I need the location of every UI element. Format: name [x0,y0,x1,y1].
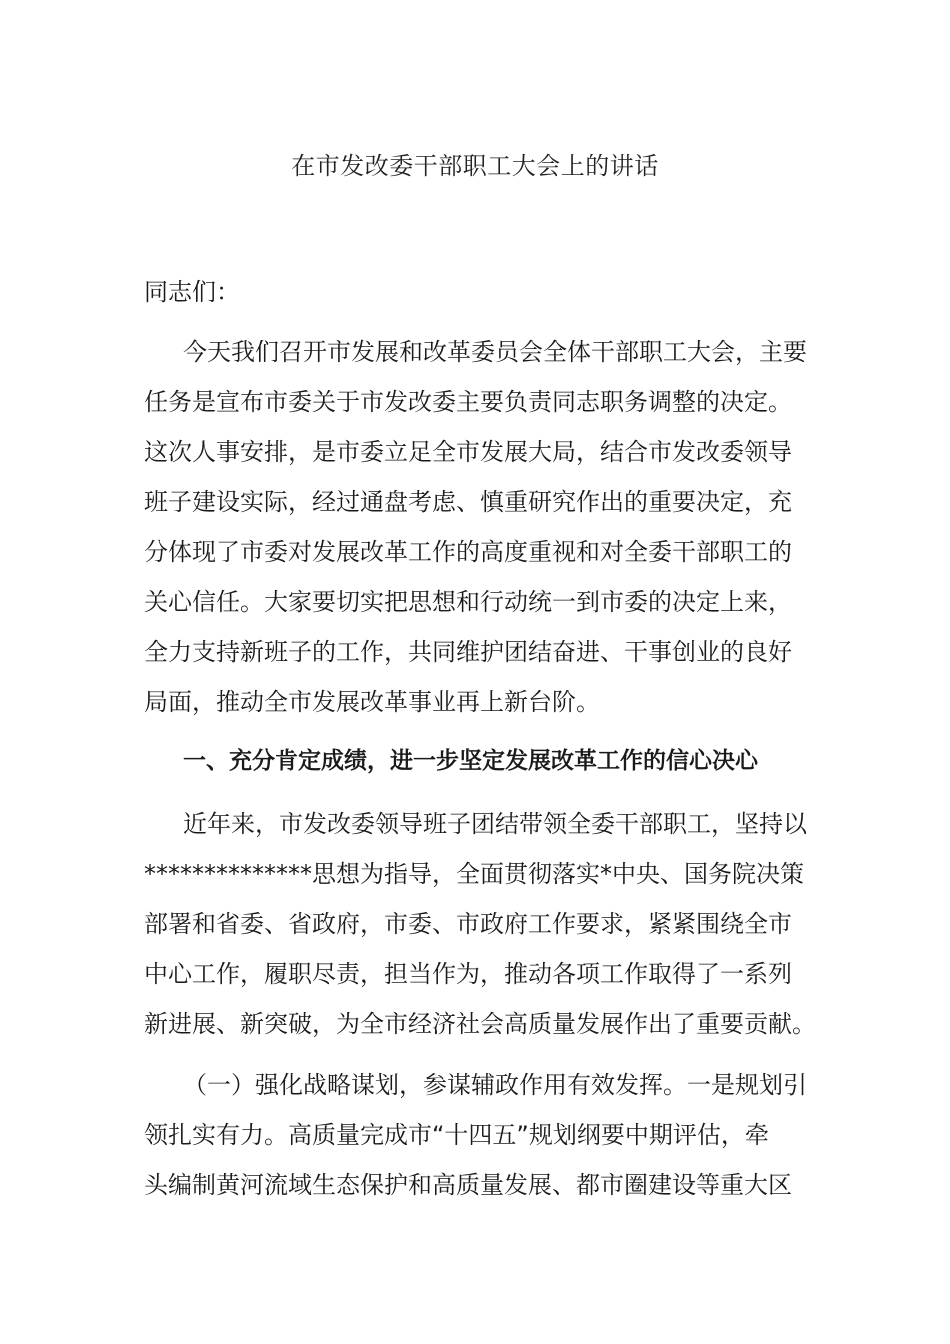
salutation: 同志们： [144,278,240,306]
paragraph-line: 关心信任。大家要切实把思想和行动统一到市委的决定上来， [144,588,792,616]
paragraph-line: 今天我们召开市发展和改革委员会全体干部职工大会，主要 [183,338,807,366]
paragraph-achievements [144,799,816,1049]
paragraph-line: （一）强化战略谋划，参谋辅政作用有效发挥。一是规划引 [183,1071,807,1099]
section-heading-1: 一、充分肯定成绩，进一步坚定发展改革工作的信心决心 [183,748,758,774]
paragraph-line: 班子建设实际，经过通盘考虑、慎重研究作出的重要决定，充 [144,488,792,516]
paragraph-line: 领扎实有力。高质量完成市“十四五”规划纲要中期评估，牵 [144,1121,769,1149]
paragraph-line: 全力支持新班子的工作，共同维护团结奋进、干事创业的良好 [144,638,792,666]
paragraph-line: 近年来，市发改委领导班子团结带领全委干部职工，坚持以 [183,810,807,838]
paragraph-line: 局面，推动全市发展改革事业再上新台阶。 [144,688,600,716]
paragraph-line: 中心工作，履职尽责，担当作为，推动各项工作取得了一系列 [144,960,792,988]
paragraph-intro [144,327,806,727]
document-title: 在市发改委干部职工大会上的讲话 [291,152,659,180]
paragraph-line: 这次人事安排，是市委立足全市发展大局，结合市发改委领导 [144,438,792,466]
paragraph-line: 任务是宣布市委关于市发改委主要负责同志职务调整的决定。 [144,388,792,416]
paragraph-strategy [144,1060,806,1210]
paragraph-line: 部署和省委、省政府，市委、市政府工作要求，紧紧围绕全市 [144,910,792,938]
paragraph-line: 分体现了市委对发展改革工作的高度重视和对全委干部职工的 [144,538,792,566]
paragraph-line: 新进展、新突破，为全市经济社会高质量发展作出了重要贡献。 [144,1010,816,1038]
paragraph-line: **************思想为指导，全面贯彻落实*中央、国务院决策 [144,860,804,888]
paragraph-line: 头编制黄河流域生态保护和高质量发展、都市圈建设等重大区 [144,1171,792,1199]
